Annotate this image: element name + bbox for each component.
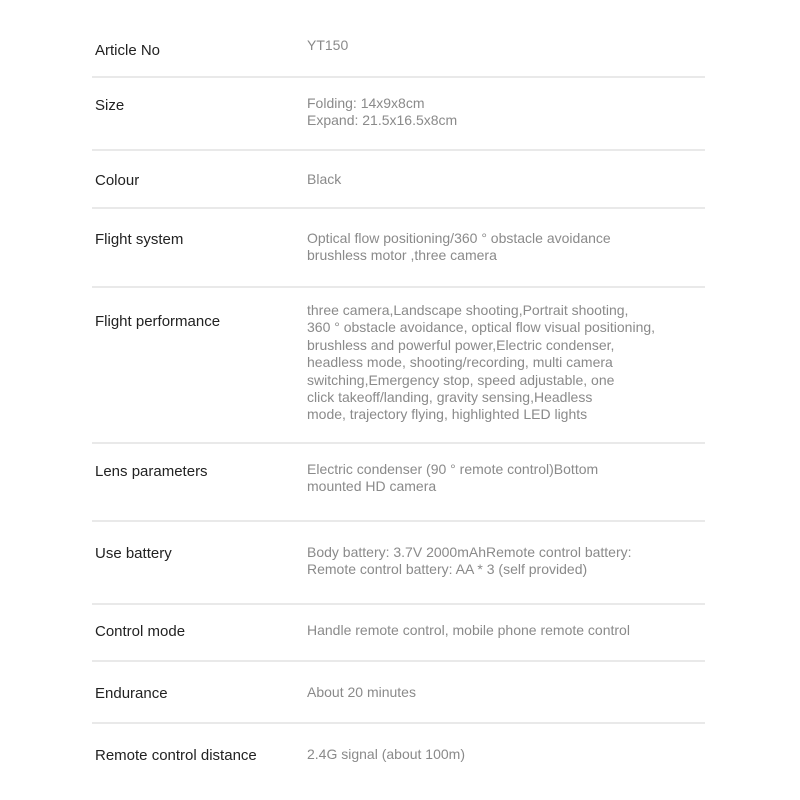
spec-value — [307, 171, 341, 188]
spec-value-line: 360 ° obstacle avoidance, optical flow visual positioning, — [307, 319, 656, 336]
spec-label: Use battery — [95, 545, 172, 562]
spec-label: Flight system — [95, 231, 184, 248]
spec-value-line: 2.4G signal (about 100m) — [307, 746, 465, 762]
spec-value-line: Handle remote control, mobile phone remote control — [307, 622, 630, 638]
row-divider — [92, 520, 705, 522]
spec-value-line: three camera,Landscape shooting,Portrait shooting, — [307, 302, 629, 318]
spec-value-line: Optical flow positioning/360 ° obstacle avoidance — [307, 230, 611, 246]
spec-value — [307, 544, 632, 579]
spec-value-line: headless mode, shooting/recording, multi camera — [307, 354, 613, 371]
row-divider — [92, 76, 705, 78]
spec-value-line: click takeoff/landing, gravity sensing,Headless — [307, 389, 593, 406]
spec-value-line: Expand: 21.5x16.5x8cm — [307, 112, 458, 129]
spec-value — [307, 622, 630, 639]
spec-label: Flight performance — [95, 313, 221, 330]
spec-label: Lens parameters — [95, 463, 208, 480]
spec-value — [307, 37, 348, 54]
spec-value-line: mounted HD camera — [307, 478, 437, 495]
row-divider — [92, 722, 705, 724]
spec-label: Endurance — [95, 685, 168, 702]
row-divider — [92, 660, 705, 662]
row-divider — [92, 603, 705, 605]
spec-value-line: YT150 — [307, 37, 349, 53]
spec-value — [307, 684, 416, 701]
spec-value-line: brushless motor ,three camera — [307, 247, 497, 264]
spec-label: Article No — [95, 42, 161, 59]
spec-value-line: Folding: 14x9x8cm — [307, 95, 425, 111]
spec-value — [307, 230, 611, 265]
spec-value-line: Electric condenser (90 ° remote control)Bottom — [307, 461, 599, 477]
spec-value — [307, 746, 465, 763]
spec-value — [307, 95, 457, 130]
spec-label: Remote control distance — [95, 747, 257, 764]
spec-value-line: brushless and powerful power,Electric condenser, — [307, 336, 615, 353]
spec-label: Control mode — [95, 623, 186, 640]
spec-value-line: About 20 minutes — [307, 684, 416, 700]
spec-value-line: mode, trajectory flying, highlighted LED lights — [307, 406, 588, 423]
spec-value — [307, 302, 655, 424]
spec-value-line: Body battery: 3.7V 2000mAhRemote control battery: — [307, 544, 632, 560]
spec-value-line: Black — [307, 171, 342, 187]
row-divider — [92, 442, 705, 444]
spec-label: Size — [95, 97, 125, 114]
spec-label: Colour — [95, 172, 140, 189]
spec-value-line: Remote control battery: AA * 3 (self provided) — [307, 561, 588, 578]
spec-value — [307, 461, 598, 496]
spec-value-line: switching,Emergency stop, speed adjustable, one — [307, 371, 615, 388]
row-divider — [92, 207, 705, 209]
row-divider — [92, 149, 705, 151]
row-divider — [92, 286, 705, 288]
